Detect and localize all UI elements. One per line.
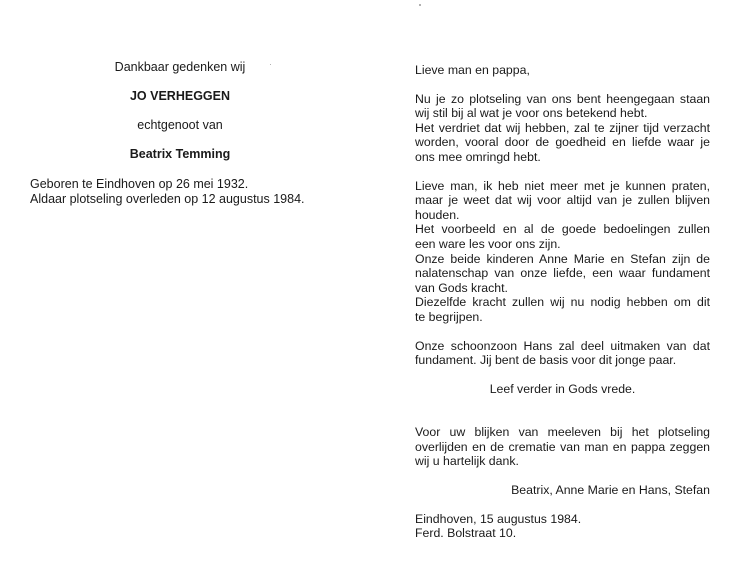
paragraph-line: fundament. Jij bent de basis voor dit jonge paar. [415,353,677,368]
paragraph-1 [415,92,710,165]
place-date: Eindhoven, 15 augustus 1984. [415,511,582,526]
life-dates [30,177,330,207]
paragraph-line: Voor uw blijken van meeleven bij het plotseling [415,425,710,440]
paragraph-line: wij u hartelijk dank. [415,454,519,469]
paragraph-line: Nu je zo plotseling van ons bent heengegaan staan [415,91,710,106]
paragraph-line: worden, vooral door de goedheid en liefde waar je [415,135,710,150]
signature: Beatrix, Anne Marie en Hans, Stefan [511,483,710,498]
address: Ferd. Bolstraat 10. [415,526,517,541]
paragraph-line: te begrijpen. [415,309,483,324]
scan-speck [270,64,271,65]
paragraph-line: nalatenschap van onze liefde, een waar fundament [415,266,710,281]
paragraph-4 [415,425,710,469]
paragraph-3 [415,339,710,368]
spouse-name: Beatrix Temming [129,147,231,161]
relation-text: echtgenoot van [137,118,223,132]
paragraph-line: Het verdriet dat wij hebben, zal te zijner tijd verzacht [415,120,710,135]
paragraph-line: overlijden en de crematie van man en pappa zeggen [415,439,710,454]
paragraph-line: een ware les voor ons zijn. [415,236,561,251]
left-panel [30,60,330,207]
paragraph-line: Diezelfde kracht zullen wij nu nodig hebben om dit [415,295,710,310]
death-line: Aldaar plotseling overleden op 12 augustus 1984. [30,192,305,206]
paragraph-line: wij stil bij al wat je voor ons betekend hebt. [415,106,648,121]
paragraph-line: houden. [415,207,460,222]
intro-text: Dankbaar gedenken wij [114,60,246,74]
deceased-name: JO VERHEGGEN [129,89,231,103]
paragraph-2 [415,179,710,325]
birth-line: Geboren te Eindhoven op 26 mei 1932. [30,177,249,191]
paragraph-line: maar je weet dat wij voor altijd van je zullen blijven [415,193,710,208]
paragraph-line: Onze beide kinderen Anne Marie en Stefan zijn de [415,251,710,266]
scan-speck [419,4,421,6]
salutation: Lieve man en pappa, [415,63,530,77]
blessing: Leef verder in Gods vrede. [489,381,636,396]
paragraph-line: van Gods kracht. [415,280,508,295]
right-panel [415,63,710,541]
paragraph-line: Onze schoonzoon Hans zal deel uitmaken van dat [415,338,710,353]
paragraph-line: Het voorbeeld en al de goede bedoelingen zullen [415,222,710,237]
paragraph-line: Lieve man, ik heb niet meer met je kunnen praten, [415,178,710,193]
paragraph-line: ons mee omringd hebt. [415,149,541,164]
place-and-address [415,512,710,541]
